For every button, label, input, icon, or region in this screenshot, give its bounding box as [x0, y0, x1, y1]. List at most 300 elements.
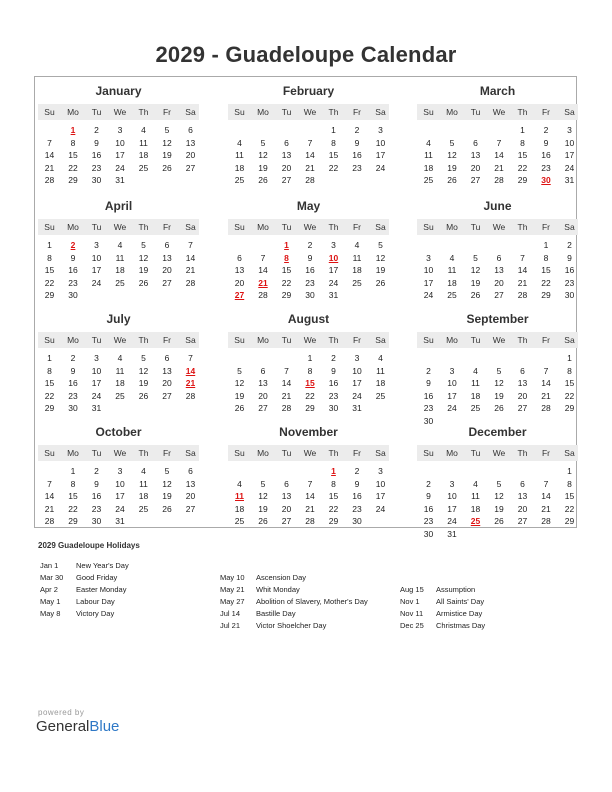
calendar-day[interactable]: 17: [115, 150, 125, 160]
calendar-day[interactable]: 21: [185, 265, 196, 275]
holiday-date[interactable]: 21: [258, 277, 268, 288]
calendar-day[interactable]: 7: [307, 478, 313, 489]
calendar-day[interactable]: 18: [423, 162, 434, 173]
calendar-day[interactable]: 2: [543, 125, 549, 135]
calendar-day[interactable]: 16: [305, 265, 315, 275]
calendar-day[interactable]: 31: [447, 528, 457, 539]
calendar-day[interactable]: 8: [47, 365, 52, 376]
calendar-day[interactable]: 6: [237, 252, 242, 263]
calendar-day[interactable]: 23: [423, 403, 434, 413]
calendar-day[interactable]: 6: [520, 365, 525, 376]
calendar-day[interactable]: 31: [91, 403, 102, 413]
holiday-date[interactable]: 14: [185, 365, 196, 376]
calendar-day[interactable]: 29: [68, 516, 78, 526]
calendar-day[interactable]: 22: [281, 277, 292, 288]
calendar-day[interactable]: 12: [494, 491, 504, 501]
calendar-day[interactable]: 7: [520, 252, 525, 263]
calendar-day[interactable]: 4: [141, 466, 146, 476]
calendar-day[interactable]: 29: [305, 403, 315, 413]
calendar-day[interactable]: 18: [115, 265, 125, 275]
calendar-day[interactable]: 16: [541, 150, 551, 160]
holiday-date[interactable]: 1: [70, 125, 76, 135]
calendar-day[interactable]: 3: [449, 365, 455, 376]
calendar-day[interactable]: 22: [68, 503, 78, 514]
calendar-day[interactable]: 23: [68, 277, 78, 288]
holiday-date[interactable]: 27: [234, 290, 245, 300]
calendar-day[interactable]: 25: [234, 175, 245, 185]
calendar-day[interactable]: 7: [543, 478, 549, 489]
calendar-day[interactable]: 12: [162, 478, 172, 489]
calendar-day[interactable]: 28: [44, 175, 55, 185]
calendar-day[interactable]: 29: [541, 290, 551, 300]
calendar-day[interactable]: 18: [447, 277, 457, 288]
calendar-day[interactable]: 27: [258, 403, 268, 413]
holiday-date[interactable]: 30: [541, 175, 551, 185]
calendar-day[interactable]: 11: [447, 265, 457, 275]
calendar-day[interactable]: 6: [473, 137, 478, 148]
calendar-day[interactable]: 25: [115, 277, 125, 288]
calendar-day[interactable]: 28: [305, 175, 315, 185]
calendar-day[interactable]: 4: [237, 478, 242, 489]
calendar-day[interactable]: 16: [91, 491, 102, 501]
calendar-day[interactable]: 3: [354, 353, 360, 363]
calendar-day[interactable]: 27: [281, 516, 292, 526]
calendar-day[interactable]: 7: [496, 137, 502, 148]
calendar-day[interactable]: 23: [352, 503, 362, 514]
calendar-day[interactable]: 12: [138, 365, 149, 376]
calendar-day[interactable]: 23: [91, 503, 102, 514]
calendar-day[interactable]: 27: [494, 290, 504, 300]
calendar-day[interactable]: 11: [115, 252, 125, 263]
calendar-day[interactable]: 8: [47, 252, 52, 263]
calendar-day[interactable]: 26: [234, 403, 245, 413]
holiday-date[interactable]: 21: [185, 378, 196, 388]
calendar-day[interactable]: 23: [68, 390, 78, 401]
calendar-day[interactable]: 2: [94, 125, 99, 135]
calendar-day[interactable]: 14: [185, 252, 196, 263]
holiday-date[interactable]: 15: [305, 378, 315, 388]
calendar-day[interactable]: 4: [473, 478, 478, 489]
calendar-day[interactable]: 30: [91, 516, 102, 526]
calendar-day[interactable]: 9: [426, 378, 431, 388]
calendar-day[interactable]: 9: [426, 491, 431, 501]
calendar-day[interactable]: 17: [91, 265, 102, 275]
calendar-day[interactable]: 22: [564, 503, 575, 514]
calendar-day[interactable]: 31: [115, 175, 125, 185]
calendar-day[interactable]: 29: [564, 403, 575, 413]
calendar-day[interactable]: 18: [470, 390, 481, 401]
holiday-date[interactable]: 25: [470, 516, 481, 526]
calendar-day[interactable]: 21: [494, 162, 504, 173]
calendar-day[interactable]: 14: [44, 491, 55, 501]
calendar-day[interactable]: 8: [307, 365, 313, 376]
generalblue-logo[interactable]: [36, 718, 119, 735]
calendar-day[interactable]: 28: [44, 516, 55, 526]
calendar-day[interactable]: 1: [543, 240, 549, 250]
calendar-day[interactable]: 5: [260, 137, 266, 148]
calendar-day[interactable]: 10: [91, 252, 102, 263]
calendar-day[interactable]: 1: [520, 125, 525, 135]
calendar-day[interactable]: 1: [567, 466, 572, 476]
calendar-day[interactable]: 24: [328, 277, 339, 288]
calendar-day[interactable]: 2: [354, 466, 360, 476]
calendar-day[interactable]: 27: [162, 277, 172, 288]
calendar-day[interactable]: 3: [117, 125, 123, 135]
calendar-day[interactable]: 8: [70, 478, 76, 489]
calendar-day[interactable]: 9: [543, 137, 549, 148]
calendar-day[interactable]: 31: [352, 403, 362, 413]
calendar-day[interactable]: 26: [258, 175, 268, 185]
calendar-day[interactable]: 17: [375, 150, 386, 160]
calendar-day[interactable]: 19: [494, 503, 504, 514]
calendar-day[interactable]: 6: [188, 125, 193, 135]
calendar-day[interactable]: 7: [543, 365, 549, 376]
calendar-day[interactable]: 27: [185, 503, 196, 514]
calendar-day[interactable]: 25: [138, 162, 149, 173]
calendar-day[interactable]: 6: [260, 365, 266, 376]
calendar-day[interactable]: 13: [162, 252, 172, 263]
calendar-day[interactable]: 26: [447, 175, 457, 185]
calendar-day[interactable]: 20: [162, 378, 172, 388]
calendar-day[interactable]: 20: [162, 265, 172, 275]
calendar-day[interactable]: 5: [164, 466, 170, 476]
calendar-day[interactable]: 24: [447, 516, 457, 526]
calendar-day[interactable]: 19: [494, 390, 504, 401]
calendar-day[interactable]: 20: [281, 162, 292, 173]
calendar-day[interactable]: 24: [91, 277, 102, 288]
calendar-day[interactable]: 10: [423, 265, 434, 275]
calendar-day[interactable]: 7: [284, 365, 289, 376]
calendar-day[interactable]: 16: [68, 265, 78, 275]
calendar-day[interactable]: 30: [68, 403, 78, 413]
calendar-day[interactable]: 27: [470, 175, 481, 185]
calendar-day[interactable]: 17: [328, 265, 339, 275]
calendar-day[interactable]: 23: [423, 516, 434, 526]
calendar-day[interactable]: 11: [235, 150, 244, 160]
calendar-day[interactable]: 14: [305, 491, 315, 501]
calendar-day[interactable]: 19: [138, 378, 149, 388]
calendar-day[interactable]: 4: [354, 240, 360, 250]
calendar-day[interactable]: 23: [305, 277, 315, 288]
calendar-day[interactable]: 13: [517, 378, 528, 388]
calendar-day[interactable]: 28: [494, 175, 504, 185]
calendar-day[interactable]: 3: [117, 466, 123, 476]
calendar-day[interactable]: 12: [258, 150, 268, 160]
calendar-day[interactable]: 3: [331, 240, 336, 250]
calendar-day[interactable]: 18: [470, 503, 481, 514]
calendar-day[interactable]: 11: [139, 137, 148, 148]
calendar-day[interactable]: 15: [328, 491, 339, 501]
calendar-day[interactable]: 23: [564, 277, 575, 288]
calendar-day[interactable]: 10: [115, 478, 125, 489]
calendar-day[interactable]: 1: [47, 353, 52, 363]
calendar-day[interactable]: 24: [423, 290, 434, 300]
calendar-day[interactable]: 19: [162, 491, 172, 501]
calendar-day[interactable]: 15: [517, 150, 528, 160]
calendar-day[interactable]: 5: [496, 478, 502, 489]
calendar-day[interactable]: 12: [470, 265, 481, 275]
calendar-day[interactable]: 22: [517, 162, 528, 173]
calendar-day[interactable]: 16: [564, 265, 575, 275]
calendar-day[interactable]: 24: [375, 162, 386, 173]
calendar-day[interactable]: 8: [331, 478, 336, 489]
calendar-day[interactable]: 27: [517, 516, 528, 526]
holiday-date[interactable]: 2: [70, 240, 76, 250]
calendar-day[interactable]: 16: [423, 503, 434, 514]
calendar-day[interactable]: 31: [115, 516, 125, 526]
calendar-day[interactable]: 15: [564, 491, 575, 501]
calendar-day[interactable]: 5: [164, 125, 170, 135]
calendar-day[interactable]: 20: [517, 390, 528, 401]
calendar-day[interactable]: 25: [447, 290, 457, 300]
calendar-day[interactable]: 3: [426, 252, 431, 263]
calendar-day[interactable]: 22: [44, 390, 55, 401]
calendar-day[interactable]: 15: [68, 491, 78, 501]
calendar-day[interactable]: 15: [44, 378, 55, 388]
calendar-day[interactable]: 20: [494, 277, 504, 288]
calendar-day[interactable]: 10: [115, 137, 125, 148]
calendar-day[interactable]: 30: [352, 516, 362, 526]
calendar-day[interactable]: 26: [375, 277, 386, 288]
calendar-day[interactable]: 30: [564, 290, 575, 300]
calendar-day[interactable]: 17: [423, 277, 434, 288]
calendar-day[interactable]: 1: [567, 353, 572, 363]
calendar-day[interactable]: 26: [162, 162, 172, 173]
calendar-day[interactable]: 15: [68, 150, 78, 160]
calendar-day[interactable]: 13: [470, 150, 481, 160]
calendar-day[interactable]: 13: [281, 150, 292, 160]
calendar-day[interactable]: 5: [473, 252, 478, 263]
calendar-day[interactable]: 14: [517, 265, 528, 275]
calendar-day[interactable]: 26: [470, 290, 481, 300]
calendar-day[interactable]: 22: [541, 277, 551, 288]
calendar-day[interactable]: 2: [426, 365, 431, 376]
calendar-day[interactable]: 9: [94, 137, 99, 148]
calendar-day[interactable]: 18: [138, 150, 149, 160]
calendar-day[interactable]: 22: [305, 390, 315, 401]
calendar-day[interactable]: 29: [517, 175, 528, 185]
calendar-day[interactable]: 31: [564, 175, 575, 185]
calendar-day[interactable]: 14: [305, 150, 315, 160]
calendar-day[interactable]: 7: [47, 137, 52, 148]
calendar-day[interactable]: 30: [328, 403, 339, 413]
calendar-day[interactable]: 11: [139, 478, 148, 489]
calendar-day[interactable]: 14: [494, 150, 504, 160]
calendar-day[interactable]: 26: [494, 516, 504, 526]
calendar-day[interactable]: 3: [567, 125, 572, 135]
calendar-day[interactable]: 12: [258, 491, 268, 501]
calendar-day[interactable]: 12: [494, 378, 504, 388]
calendar-day[interactable]: 19: [375, 265, 386, 275]
calendar-day[interactable]: 1: [70, 466, 76, 476]
calendar-day[interactable]: 3: [94, 240, 99, 250]
calendar-day[interactable]: 8: [70, 137, 76, 148]
calendar-day[interactable]: 27: [281, 175, 292, 185]
calendar-day[interactable]: 12: [375, 252, 386, 263]
calendar-day[interactable]: 18: [375, 378, 386, 388]
calendar-day[interactable]: 8: [520, 137, 525, 148]
holiday-date[interactable]: 10: [328, 252, 339, 263]
calendar-day[interactable]: 17: [115, 491, 125, 501]
calendar-day[interactable]: 13: [185, 137, 196, 148]
calendar-day[interactable]: 28: [517, 290, 528, 300]
calendar-day[interactable]: 20: [517, 503, 528, 514]
calendar-day[interactable]: 9: [70, 252, 76, 263]
calendar-day[interactable]: 19: [162, 150, 172, 160]
calendar-day[interactable]: 6: [284, 478, 289, 489]
calendar-day[interactable]: 5: [449, 137, 455, 148]
calendar-day[interactable]: 28: [185, 277, 196, 288]
calendar-day[interactable]: 14: [44, 150, 55, 160]
calendar-day[interactable]: 24: [447, 403, 457, 413]
calendar-day[interactable]: 19: [234, 390, 245, 401]
calendar-day[interactable]: 30: [305, 290, 315, 300]
calendar-day[interactable]: 12: [138, 252, 149, 263]
calendar-day[interactable]: 4: [237, 137, 242, 148]
calendar-day[interactable]: 6: [188, 466, 193, 476]
calendar-day[interactable]: 23: [352, 162, 362, 173]
calendar-day[interactable]: 21: [305, 162, 315, 173]
calendar-day[interactable]: 29: [328, 516, 339, 526]
calendar-day[interactable]: 7: [188, 240, 193, 250]
calendar-day[interactable]: 19: [258, 162, 268, 173]
calendar-day[interactable]: 7: [47, 478, 52, 489]
calendar-day[interactable]: 6: [164, 353, 170, 363]
calendar-day[interactable]: 26: [258, 516, 268, 526]
calendar-day[interactable]: 17: [447, 503, 457, 514]
calendar-day[interactable]: 20: [281, 503, 292, 514]
calendar-day[interactable]: 20: [185, 150, 196, 160]
calendar-day[interactable]: 22: [328, 162, 339, 173]
calendar-day[interactable]: 2: [354, 125, 360, 135]
calendar-day[interactable]: 9: [70, 365, 76, 376]
calendar-day[interactable]: 29: [44, 290, 55, 300]
calendar-day[interactable]: 24: [564, 162, 575, 173]
calendar-day[interactable]: 1: [307, 353, 313, 363]
calendar-day[interactable]: 2: [70, 353, 76, 363]
calendar-day[interactable]: 27: [517, 403, 528, 413]
calendar-day[interactable]: 17: [447, 390, 457, 401]
calendar-day[interactable]: 18: [138, 491, 149, 501]
calendar-day[interactable]: 5: [237, 365, 242, 376]
calendar-day[interactable]: 9: [331, 365, 336, 376]
calendar-day[interactable]: 5: [141, 353, 146, 363]
calendar-day[interactable]: 11: [471, 491, 480, 501]
calendar-day[interactable]: 17: [564, 150, 575, 160]
calendar-day[interactable]: 20: [185, 491, 196, 501]
calendar-day[interactable]: 19: [470, 277, 481, 288]
calendar-day[interactable]: 18: [115, 378, 125, 388]
calendar-day[interactable]: 29: [281, 290, 292, 300]
calendar-day[interactable]: 25: [234, 516, 245, 526]
calendar-day[interactable]: 25: [115, 390, 125, 401]
calendar-day[interactable]: 1: [47, 240, 52, 250]
calendar-day[interactable]: 30: [423, 528, 434, 539]
calendar-day[interactable]: 15: [328, 150, 339, 160]
calendar-day[interactable]: 4: [426, 137, 431, 148]
calendar-day[interactable]: 14: [281, 378, 292, 388]
calendar-day[interactable]: 30: [91, 175, 102, 185]
calendar-day[interactable]: 22: [68, 162, 78, 173]
calendar-day[interactable]: 18: [234, 503, 245, 514]
calendar-day[interactable]: 3: [378, 466, 383, 476]
calendar-day[interactable]: 2: [94, 466, 99, 476]
calendar-day[interactable]: 26: [138, 277, 149, 288]
calendar-day[interactable]: 16: [352, 150, 362, 160]
calendar-day[interactable]: 8: [543, 252, 549, 263]
calendar-day[interactable]: 31: [328, 290, 339, 300]
calendar-day[interactable]: 12: [162, 137, 172, 148]
calendar-day[interactable]: 24: [115, 503, 125, 514]
calendar-day[interactable]: 7: [307, 137, 313, 148]
calendar-day[interactable]: 4: [117, 240, 123, 250]
calendar-day[interactable]: 2: [307, 240, 313, 250]
calendar-day[interactable]: 17: [375, 491, 386, 501]
calendar-day[interactable]: 21: [281, 390, 292, 401]
calendar-day[interactable]: 11: [352, 252, 362, 263]
calendar-day[interactable]: 25: [352, 277, 362, 288]
calendar-day[interactable]: 22: [328, 503, 339, 514]
calendar-day[interactable]: 21: [44, 503, 55, 514]
calendar-day[interactable]: 15: [281, 265, 292, 275]
calendar-day[interactable]: 29: [68, 175, 78, 185]
calendar-day[interactable]: 5: [141, 240, 146, 250]
calendar-day[interactable]: 30: [423, 415, 434, 426]
calendar-day[interactable]: 22: [44, 277, 55, 288]
calendar-day[interactable]: 21: [517, 277, 528, 288]
calendar-day[interactable]: 24: [375, 503, 386, 514]
calendar-day[interactable]: 28: [281, 403, 292, 413]
calendar-day[interactable]: 13: [281, 491, 292, 501]
calendar-day[interactable]: 7: [188, 353, 193, 363]
calendar-day[interactable]: 21: [305, 503, 315, 514]
calendar-day[interactable]: 29: [564, 516, 575, 526]
calendar-day[interactable]: 1: [331, 125, 336, 135]
calendar-day[interactable]: 25: [138, 503, 149, 514]
calendar-day[interactable]: 16: [328, 378, 339, 388]
calendar-day[interactable]: 24: [115, 162, 125, 173]
calendar-day[interactable]: 13: [185, 478, 196, 489]
calendar-day[interactable]: 30: [68, 290, 78, 300]
calendar-day[interactable]: 10: [447, 378, 457, 388]
calendar-day[interactable]: 15: [541, 265, 551, 275]
calendar-day[interactable]: 6: [520, 478, 525, 489]
calendar-day[interactable]: 16: [91, 150, 102, 160]
calendar-day[interactable]: 4: [378, 353, 383, 363]
calendar-day[interactable]: 18: [352, 265, 362, 275]
calendar-day[interactable]: 29: [44, 403, 55, 413]
calendar-day[interactable]: 4: [473, 365, 478, 376]
calendar-day[interactable]: 11: [471, 378, 480, 388]
calendar-day[interactable]: 26: [162, 503, 172, 514]
calendar-day[interactable]: 23: [328, 390, 339, 401]
calendar-day[interactable]: 11: [115, 365, 125, 376]
calendar-day[interactable]: 8: [567, 365, 572, 376]
calendar-day[interactable]: 18: [234, 162, 245, 173]
calendar-day[interactable]: 9: [94, 478, 99, 489]
calendar-day[interactable]: 8: [331, 137, 336, 148]
calendar-day[interactable]: 10: [375, 478, 386, 489]
calendar-day[interactable]: 14: [541, 378, 551, 388]
calendar-day[interactable]: 10: [375, 137, 386, 148]
calendar-day[interactable]: 12: [447, 150, 457, 160]
calendar-day[interactable]: 17: [352, 378, 362, 388]
calendar-day[interactable]: 21: [541, 390, 551, 401]
calendar-day[interactable]: 27: [185, 162, 196, 173]
calendar-day[interactable]: 8: [567, 478, 572, 489]
calendar-day[interactable]: 17: [91, 378, 102, 388]
calendar-day[interactable]: 13: [494, 265, 504, 275]
